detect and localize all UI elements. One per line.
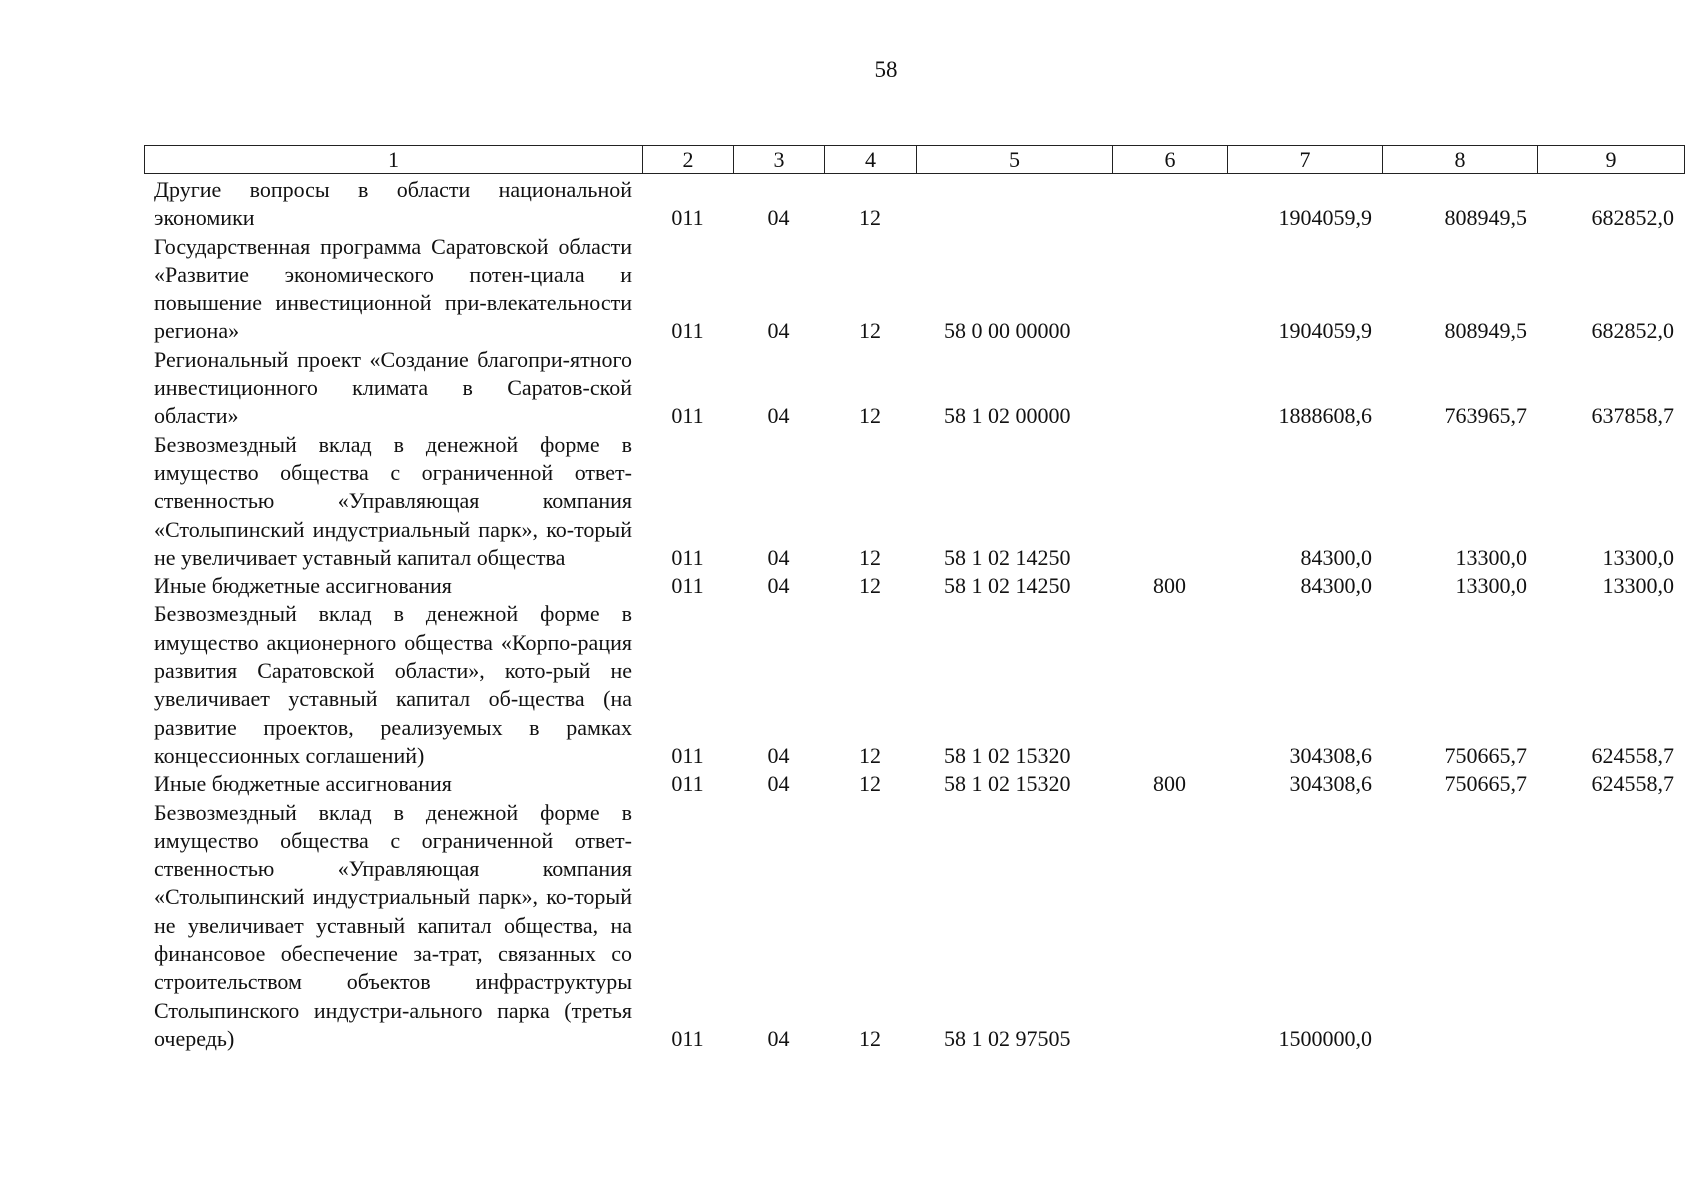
row-subsection-code: 12 <box>859 771 881 797</box>
row-amount-8: 13300,0 <box>1455 573 1527 599</box>
row-amount-9: 682852,0 <box>1591 318 1674 344</box>
row-subsection-code: 12 <box>859 403 881 429</box>
row-amount-9: 13300,0 <box>1602 544 1674 570</box>
row-section-code: 04 <box>767 1025 790 1051</box>
row-subsection-code: 12 <box>859 1025 881 1051</box>
row-ministry-code: 011 <box>671 1025 704 1051</box>
row-expense-type <box>1112 233 1227 346</box>
row-subsection-code: 12 <box>859 205 881 231</box>
column-header-9: 9 <box>1538 146 1685 174</box>
row-expense-type <box>1112 431 1227 572</box>
table-row <box>144 799 1684 1054</box>
row-amount-7: 1904059,9 <box>1278 318 1372 344</box>
row-target-article: 58 1 02 14250 <box>944 573 1071 599</box>
row-amount-8: 763965,7 <box>1444 403 1527 429</box>
table-row <box>144 431 1684 572</box>
column-header-table <box>144 145 1685 174</box>
column-header-3: 3 <box>734 146 825 174</box>
row-amount-9 <box>1537 799 1684 1054</box>
row-name: Государственная программа Саратовской области «Развитие экономического потен-циала и повышение инвестиционной при-влекательности региона» <box>154 233 632 344</box>
table-row <box>144 770 1684 798</box>
row-amount-9: 624558,7 <box>1591 771 1674 797</box>
row-section-code: 04 <box>767 205 790 231</box>
row-target-article: 58 0 00 00000 <box>944 318 1071 344</box>
row-name: Безвозмездный вклад в денежной форме в имущество акционерного общества «Корпо-рация развития Саратовской области», кото-рый не увеличивает уставный капитал об-щества (на развитие проектов, реализуемых в рамках концессионных соглашений) <box>154 601 632 768</box>
row-ministry-code: 011 <box>671 771 704 797</box>
row-section-code: 04 <box>767 403 790 429</box>
row-expense-type <box>1112 799 1227 1054</box>
column-header-6: 6 <box>1113 146 1228 174</box>
row-expense-type: 800 <box>1153 573 1186 599</box>
column-header-4: 4 <box>825 146 917 174</box>
row-target-article: 58 1 02 97505 <box>944 1025 1071 1051</box>
row-subsection-code: 12 <box>859 544 881 570</box>
row-ministry-code: 011 <box>671 573 704 599</box>
row-amount-7: 84300,0 <box>1300 544 1372 570</box>
row-section-code: 04 <box>767 742 790 768</box>
page-number: 58 <box>874 57 898 82</box>
row-target-article: 58 1 02 14250 <box>944 544 1071 570</box>
table-row <box>144 233 1684 346</box>
row-amount-7: 304308,6 <box>1289 742 1372 768</box>
row-amount-8: 13300,0 <box>1455 544 1527 570</box>
row-amount-8: 808949,5 <box>1444 205 1527 231</box>
column-header-5: 5 <box>917 146 1113 174</box>
row-ministry-code: 011 <box>671 544 704 570</box>
row-section-code: 04 <box>767 573 790 599</box>
table-row <box>144 572 1684 600</box>
column-header-row <box>145 146 1685 174</box>
row-target-article: 58 1 02 00000 <box>944 403 1071 429</box>
row-target-article: 58 1 02 15320 <box>944 742 1071 768</box>
row-name: Региональный проект «Создание благопри-ятного инвестиционного климата в Саратов-ской области» <box>154 346 632 429</box>
row-section-code: 04 <box>767 544 790 570</box>
row-amount-7: 84300,0 <box>1300 573 1372 599</box>
table-row <box>144 600 1684 770</box>
row-ministry-code: 011 <box>671 205 704 231</box>
row-expense-type <box>1112 346 1227 431</box>
row-subsection-code: 12 <box>859 318 881 344</box>
row-expense-type <box>1112 176 1227 233</box>
row-amount-9: 13300,0 <box>1602 573 1674 599</box>
row-amount-9: 624558,7 <box>1591 742 1674 768</box>
row-name: Другие вопросы в области национальной экономики <box>154 177 632 231</box>
column-header-7: 7 <box>1228 146 1383 174</box>
row-section-code: 04 <box>767 771 790 797</box>
row-amount-8: 808949,5 <box>1444 318 1527 344</box>
row-amount-8 <box>1382 799 1537 1054</box>
row-amount-7: 1500000,0 <box>1278 1025 1372 1051</box>
row-amount-7: 1888608,6 <box>1278 403 1372 429</box>
table-row <box>144 346 1684 431</box>
column-header-8: 8 <box>1383 146 1538 174</box>
row-target-article <box>916 176 1112 233</box>
row-section-code: 04 <box>767 318 790 344</box>
row-name: Иные бюджетные ассигнования <box>154 771 452 797</box>
row-ministry-code: 011 <box>671 403 704 429</box>
row-subsection-code: 12 <box>859 573 881 599</box>
column-header-2: 2 <box>643 146 734 174</box>
row-amount-9: 682852,0 <box>1591 205 1674 231</box>
row-amount-8: 750665,7 <box>1444 742 1527 768</box>
column-header-1: 1 <box>145 146 643 174</box>
row-expense-type: 800 <box>1153 771 1186 797</box>
row-name: Безвозмездный вклад в денежной форме в имущество общества с ограниченной ответ-ственностью «Управляющая компания «Столыпинский индустриальный парк», ко-торый не увеличивает уставный капитал общества <box>154 431 632 570</box>
table-row <box>144 176 1684 233</box>
row-ministry-code: 011 <box>671 742 704 768</box>
row-ministry-code: 011 <box>671 318 704 344</box>
row-amount-9: 637858,7 <box>1591 403 1674 429</box>
row-name: Иные бюджетные ассигнования <box>154 573 452 599</box>
row-amount-7: 304308,6 <box>1289 771 1372 797</box>
budget-table <box>144 176 1684 1053</box>
row-amount-8: 750665,7 <box>1444 771 1527 797</box>
row-name: Безвозмездный вклад в денежной форме в имущество общества с ограниченной ответ-ственностью «Управляющая компания «Столыпинский индустриальный парк», ко-торый не увеличивает уставный капитал общества, на финансовое обеспечение за-трат, связанных со строительством объектов инфраструктуры Столыпинского индустри-ального парка (третья очередь) <box>154 799 632 1051</box>
row-subsection-code: 12 <box>859 742 881 768</box>
row-amount-7: 1904059,9 <box>1278 205 1372 231</box>
row-expense-type <box>1112 600 1227 770</box>
row-target-article: 58 1 02 15320 <box>944 771 1071 797</box>
